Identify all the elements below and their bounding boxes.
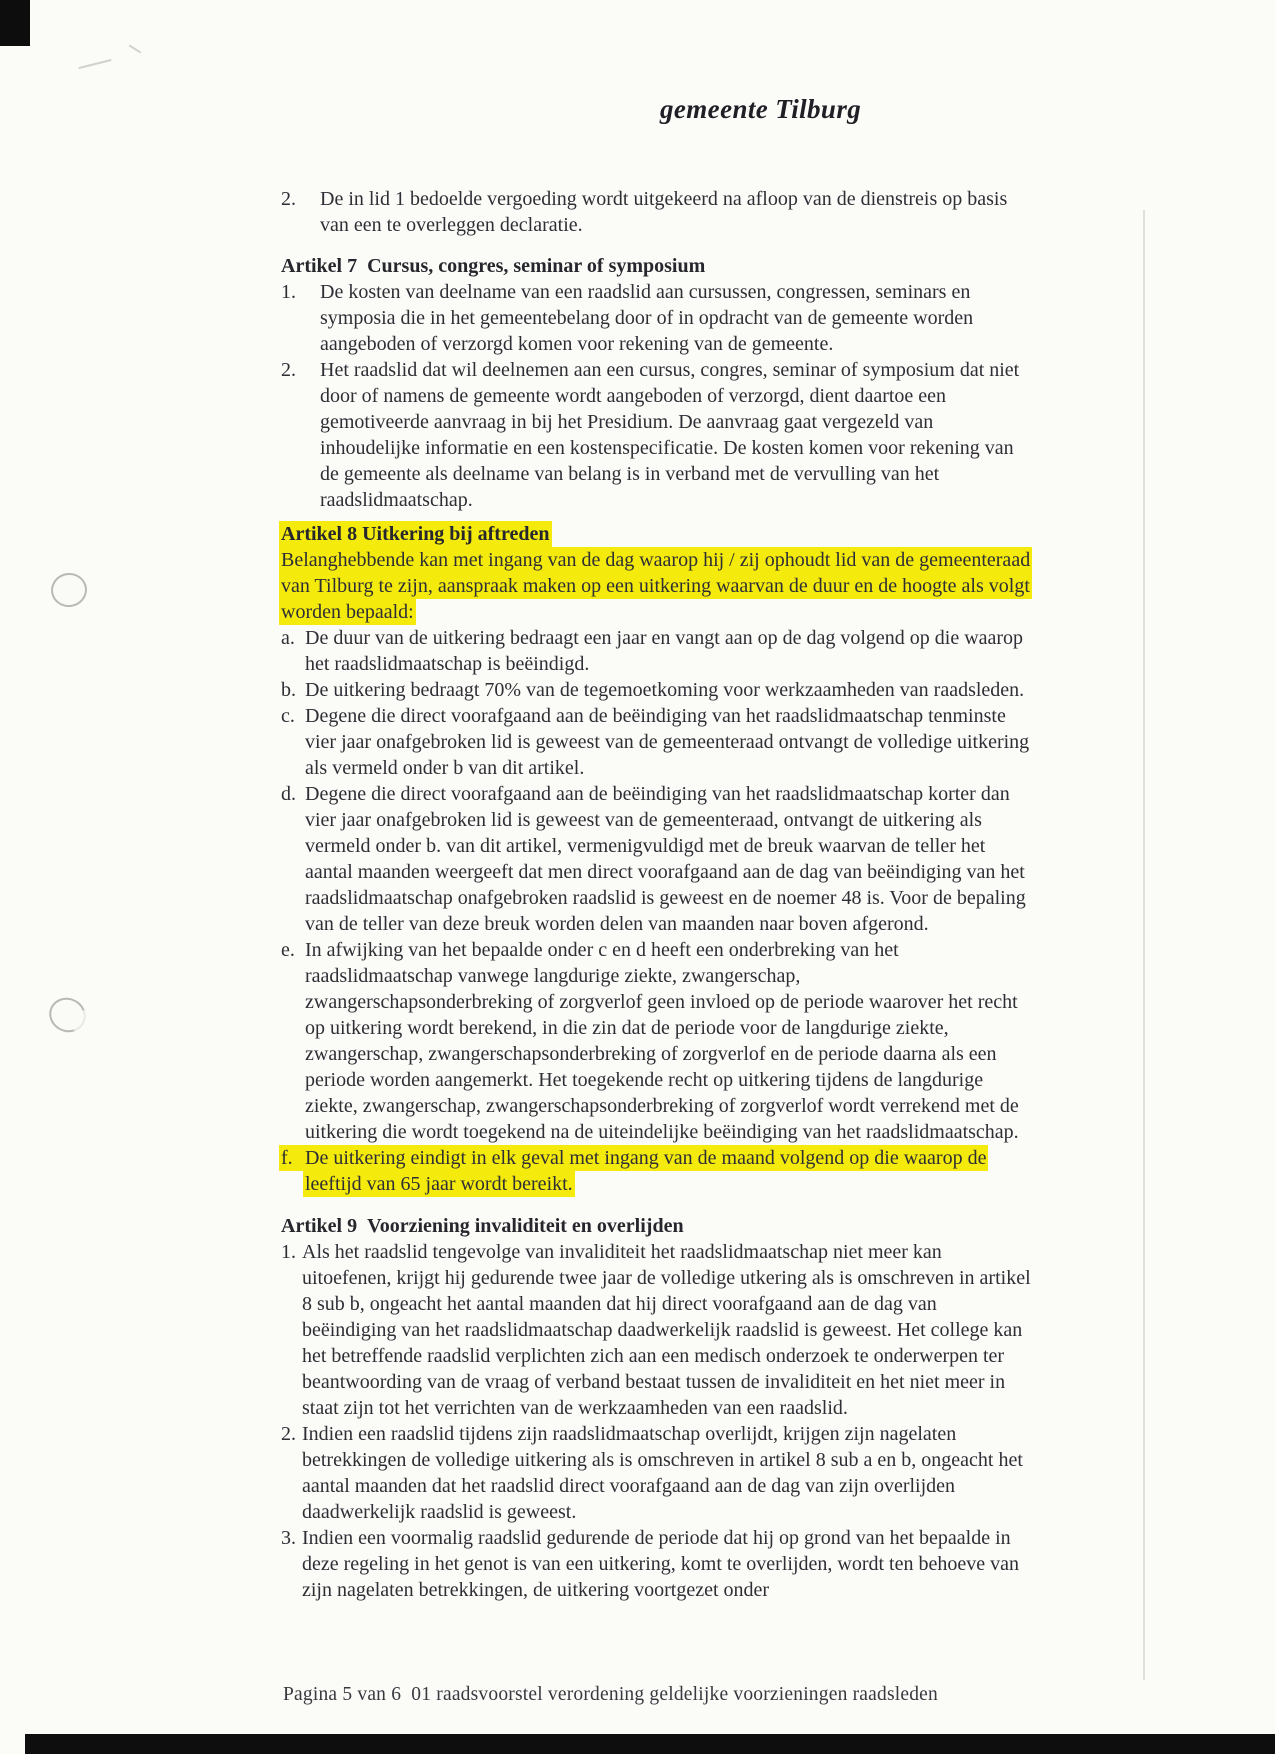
highlighted-text: Belanghebbende kan met ingang van de dag waarop hij / zij ophoudt lid van de gemeenteraad van Tilburg te zijn, aanspraak maken op een uitkering waarvan de duur en de hoogte als volgt worden bepaald:: [281, 549, 1031, 623]
list-item-marker: 1.: [281, 1241, 296, 1263]
list-item: [281, 186, 1033, 238]
list-item-text: In afwijking van het bepaalde onder c en d heeft een onderbreking van het raadslidmaatschap vanwege langdurige ziekte, zwangerschap, zwangerschapsonderbreking of zorgverlof geen invloed op de periode waarover het recht op uitkering wordt berekend, in die zin dat de periode voor de langdurige ziekte, zwangerschap, zwangerschapsonderbreking of zorgverlof en de periode daarna als een periode worden aangemerkt. Het toegekende recht op uitkering tijdens de langdurige ziekte, zwangerschap, zwangerschapsonderbreking of zorgverlof wordt verrekend met de uitkering die wordt toegekend na de uiteindelijke beëindiging van het raadslidmaatschap.: [305, 939, 1019, 1143]
list-item-text: De kosten van deelname van een raadslid aan cursussen, congressen, seminars en symposia die in het gemeentebelang door of in opdracht van de gemeente worden aangeboden of verzorgd komen voor rekening van de gemeente.: [320, 281, 974, 355]
list-item-text: De uitkering bedraagt 70% van de tegemoetkoming voor werkzaamheden van raadsleden.: [305, 679, 1025, 701]
artikel8-intro-paragraph: [281, 547, 1033, 625]
highlighted-text: [281, 1147, 986, 1195]
list-item-text: Indien een raadslid tijdens zijn raadslidmaatschap overlijdt, krijgen zijn nagelaten betrekkingen de volledige uitkering als is omschreven in artikel 8 sub a en b, ongeacht het aantal maanden dat het raadslid direct voorafgaand aan de dag van zijn overlijden daadwerkelijk raadslid is geweest.: [302, 1423, 1023, 1523]
list-item: [281, 677, 1033, 703]
scan-bottom-black-bar: [25, 1734, 1275, 1754]
artikel9-heading: Artikel 9 Voorziening invaliditeit en overlijden: [281, 1215, 684, 1237]
list-item: [281, 625, 1033, 677]
pencil-scribble: [78, 59, 111, 69]
list-item-marker: c.: [281, 705, 295, 727]
scan-vertical-line: [1143, 210, 1145, 1680]
list-item-marker: f.: [281, 1147, 293, 1169]
list-item: [281, 1239, 1033, 1421]
scan-corner-black-mark: [0, 0, 30, 46]
list-item-marker: e.: [281, 939, 295, 961]
document-header-logo-text: gemeente Tilburg: [660, 94, 862, 124]
list-item-marker: d.: [281, 783, 296, 805]
list-item-marker: 1.: [281, 281, 296, 303]
document-body: [281, 186, 1033, 1603]
list-item: [281, 1421, 1033, 1525]
list-item-text: Degene die direct voorafgaand aan de beëindiging van het raadslidmaatschap korter dan vier jaar onafgebroken lid is geweest van de gemeenteraad, ontvangt de uitkering als vermeld onder b. van dit artikel, vermenigvuldigd met de breuk waarvan de teller het aantal maanden weergeeft dat men direct voorafgaand aan de dag van beëindiging van het raadslidmaatschap onafgebroken raadslid is geweest en de noemer 48 is. Voor de bepaling van de teller van deze breuk worden delen van maanden naar boven afgerond.: [305, 783, 1026, 935]
list-item: [281, 279, 1033, 357]
highlighted-text: Artikel 8 Uitkering bij aftreden: [281, 523, 550, 545]
list-item-text: De duur van de uitkering bedraagt een jaar en vangt aan op de dag volgend op die waarop het raadslidmaatschap is beëindigd.: [305, 627, 1024, 675]
list-item: [281, 1525, 1033, 1603]
list-item-marker: 3.: [281, 1527, 296, 1549]
list-item-marker: 2.: [281, 188, 296, 210]
list-item-text: Indien een voormalig raadslid gedurende de periode dat hij op grond van het bepaalde in deze regeling in het genot is van een uitkering, komt te overlijden, wordt ten behoeve van zijn nagelaten betrekkingen, de uitkering voortgezet onder: [302, 1527, 1019, 1601]
artikel8-heading: [281, 521, 1033, 547]
page-footer: Pagina 5 van 6 01 raadsvoorstel verordening geldelijke voorzieningen raadsleden: [283, 1684, 938, 1705]
punch-hole-top: [49, 571, 89, 610]
list-item-text: De in lid 1 bedoelde vergoeding wordt uitgekeerd na afloop van de dienstreis op basis van een te overleggen declaratie.: [320, 188, 1008, 236]
list-item-marker: 2.: [281, 359, 296, 381]
punch-hole-bottom: [44, 992, 92, 1038]
list-item-text: De uitkering eindigt in elk geval met ingang van de maand volgend op die waarop de leeftijd van 65 jaar wordt bereikt.: [305, 1147, 987, 1195]
list-item-marker: 2.: [281, 1423, 296, 1445]
list-item-highlighted: [281, 1145, 1033, 1197]
list-item-text: Het raadslid dat wil deelnemen aan een cursus, congres, seminar of symposium dat niet door of namens de gemeente wordt aangeboden of verzorgd, dient daartoe een gemotiveerde aanvraag in bij het Presidium. De aanvraag gaat vergezeld van inhoudelijke informatie en een kostenspecificatie. De kosten komen voor rekening van de gemeente als deelname van belang is in verband met de vervulling van het raadslidmaatschap.: [320, 359, 1020, 511]
list-item: [281, 937, 1033, 1145]
list-item-marker: b.: [281, 679, 296, 701]
pencil-scribble: [129, 44, 142, 53]
list-item: [281, 703, 1033, 781]
list-item-text: Degene die direct voorafgaand aan de beëindiging van het raadslidmaatschap tenminste vier jaar onafgebroken lid is geweest van de gemeenteraad ontvangt de volledige uitkering als vermeld onder b van dit artikel.: [305, 705, 1030, 779]
list-item-marker: a.: [281, 627, 295, 649]
list-item: [281, 357, 1033, 513]
artikel7-heading: Artikel 7 Cursus, congres, seminar of symposium: [281, 255, 706, 277]
list-item-text: Als het raadslid tengevolge van invaliditeit het raadslidmaatschap niet meer kan uitoefenen, krijgt hij gedurende twee jaar de volledige utkering als is omschreven in artikel 8 sub b, ongeacht het aantal maanden dat hij direct voorafgaand aan de dag van beëindiging van het raadslidmaatschap daadwerkelijk raadslid is geweest. Het college kan het betreffende raadslid verplichten zich aan een medisch onderzoek te onderwerpen ter beantwoording van de vraag of verband bestaat tussen de invaliditeit en het niet meer in staat zijn tot het verrichten van de werkzaamheden van een raadslid.: [302, 1241, 1031, 1419]
list-item: [281, 781, 1033, 937]
